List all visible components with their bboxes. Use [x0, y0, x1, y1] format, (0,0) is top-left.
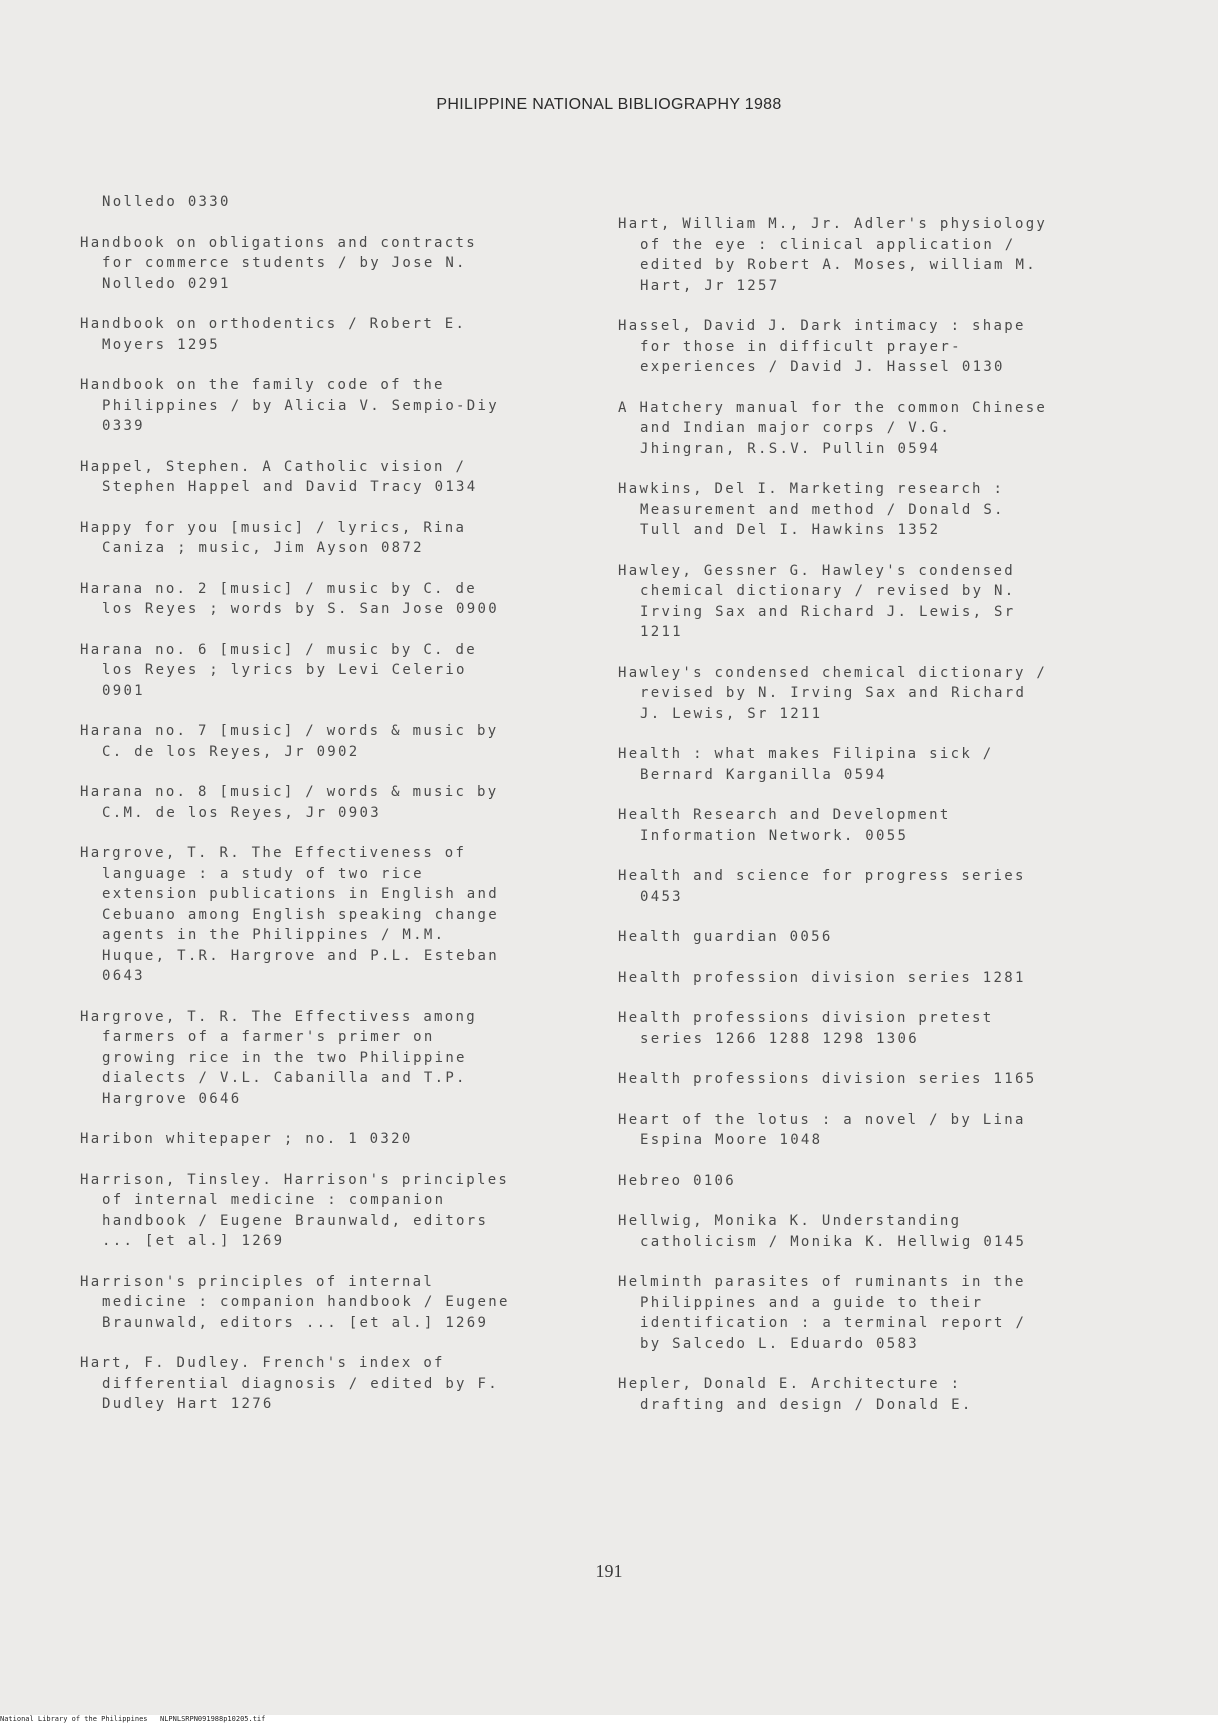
bibliography-entry: Hebreo 0106 — [618, 1172, 737, 1189]
bibliography-entry: Health : what makes Filipina sick / Bernard Karganilla 0594 — [618, 746, 994, 783]
bibliography-entry: Hawley, Gessner G. Hawley's condensed chemical dictionary / revised by N. Irving Sax and Richard J. Lewis, Sr 1211 — [618, 562, 1016, 640]
bibliography-entry: Happy for you [music] / lyrics, Rina Caniza ; music, Jim Ayson 0872 — [80, 519, 467, 556]
bibliography-entry: Hargrove, T. R. The Effectiveness of language : a study of two rice extension publications in English and Cebuano among English speaking change agents in the Philippines / M.M. Huque, T.R. Hargrove and P.L. Esteban 0643 — [80, 845, 499, 984]
bibliography-entry: Happel, Stephen. A Catholic vision / Stephen Happel and David Tracy 0134 — [80, 458, 478, 495]
scan-footer — [0, 1715, 1218, 1724]
bibliography-entry: Health and science for progress series 0453 — [618, 868, 1026, 905]
bibliography-entry: Handbook on obligations and contracts for commerce students / by Jose N. Nolledo 0291 — [80, 234, 477, 292]
left-column — [80, 192, 600, 1435]
bibliography-entry: Harana no. 6 [music] / music by C. de los Reyes ; lyrics by Levi Celerio 0901 — [80, 641, 477, 699]
bibliography-entry: Nolledo 0330 — [102, 194, 231, 210]
right-column — [618, 214, 1138, 1435]
bibliography-entry: Health profession division series 1281 — [618, 969, 1026, 986]
footer-library: National Library of the Philippines — [0, 1715, 148, 1723]
page-number: 191 — [595, 1561, 623, 1581]
bibliography-entry: Hargrove, T. R. The Effectivess among farmers of a farmer's primer on growing rice in the two Philippine dialects / V.L. Cabanilla and T.P. Hargrove 0646 — [80, 1008, 477, 1107]
footer-file: NLPNLSRPN091988p10205.tif — [160, 1715, 266, 1723]
bibliography-entry: Harana no. 8 [music] / words & music by C.M. de los Reyes, Jr 0903 — [80, 784, 499, 821]
bibliography-entry: A Hatchery manual for the common Chinese and Indian major corps / V.G. Jhingran, R.S.V. Pullin 0594 — [618, 399, 1048, 457]
bibliography-entry: Harana no. 2 [music] / music by C. de los Reyes ; words by S. San Jose 0900 — [80, 580, 499, 617]
bibliography-entry: Handbook on orthodentics / Robert E. Moyers 1295 — [80, 316, 467, 353]
bibliography-entry: Hellwig, Monika K. Understanding catholicism / Monika K. Hellwig 0145 — [618, 1213, 1027, 1250]
bibliography-entry: Health professions division series 1165 — [618, 1071, 1037, 1087]
bibliography-entry: Harrison, Tinsley. Harrison's principles of internal medicine : companion handbook / Eugene Braunwald, editors ... [et al.] 1269 — [80, 1171, 510, 1249]
bibliography-entry: Health Research and Development Information Network. 0055 — [618, 807, 951, 844]
bibliography-entry: Harana no. 7 [music] / words & music by C. de los Reyes, Jr 0902 — [80, 723, 499, 760]
bibliography-entry: Health professions division pretest series 1266 1288 1298 1306 — [618, 1010, 994, 1047]
bibliography-entry: Haribon whitepaper ; no. 1 0320 — [80, 1131, 413, 1147]
bibliography-entry: Hawkins, Del I. Marketing research : Measurement and method / Donald S. Tull and Del I. Hawkins 1352 — [618, 481, 1005, 538]
bibliography-entry: Hart, F. Dudley. French's index of differential diagnosis / edited by F. Dudley Hart 1276 — [80, 1355, 499, 1412]
bibliography-entry: Hepler, Donald E. Architecture : drafting and design / Donald E. — [618, 1376, 973, 1413]
bibliography-entry: Helminth parasites of ruminants in the Philippines and a guide to their identification : a terminal report / by Salcedo L. Eduardo 0583 — [618, 1274, 1027, 1352]
bibliography-entry: Handbook on the family code of the Philippines / by Alicia V. Sempio-Diy 0339 — [80, 377, 499, 434]
bibliography-entry: Harrison's principles of internal medicine : companion handbook / Eugene Braunwald, editors ... [et al.] 1269 — [80, 1273, 510, 1331]
bibliography-entry: Hart, William M., Jr. Adler's physiology of the eye : clinical application / edited by Robert A. Moses, william M. Hart, Jr 1257 — [618, 216, 1048, 294]
bibliography-entry: Hawley's condensed chemical dictionary / revised by N. Irving Sax and Richard J. Lewis, Sr 1211 — [618, 664, 1048, 722]
page-header: PHILIPPINE NATIONAL BIBLIOGRAPHY 1988 — [436, 96, 782, 113]
bibliography-entry: Heart of the lotus : a novel / by Lina Espina Moore 1048 — [618, 1111, 1026, 1148]
bibliography-entry: Health guardian 0056 — [618, 929, 833, 945]
bibliography-entry: Hassel, David J. Dark intimacy : shape for those in difficult prayer- experiences / David J. Hassel 0130 — [618, 318, 1026, 375]
